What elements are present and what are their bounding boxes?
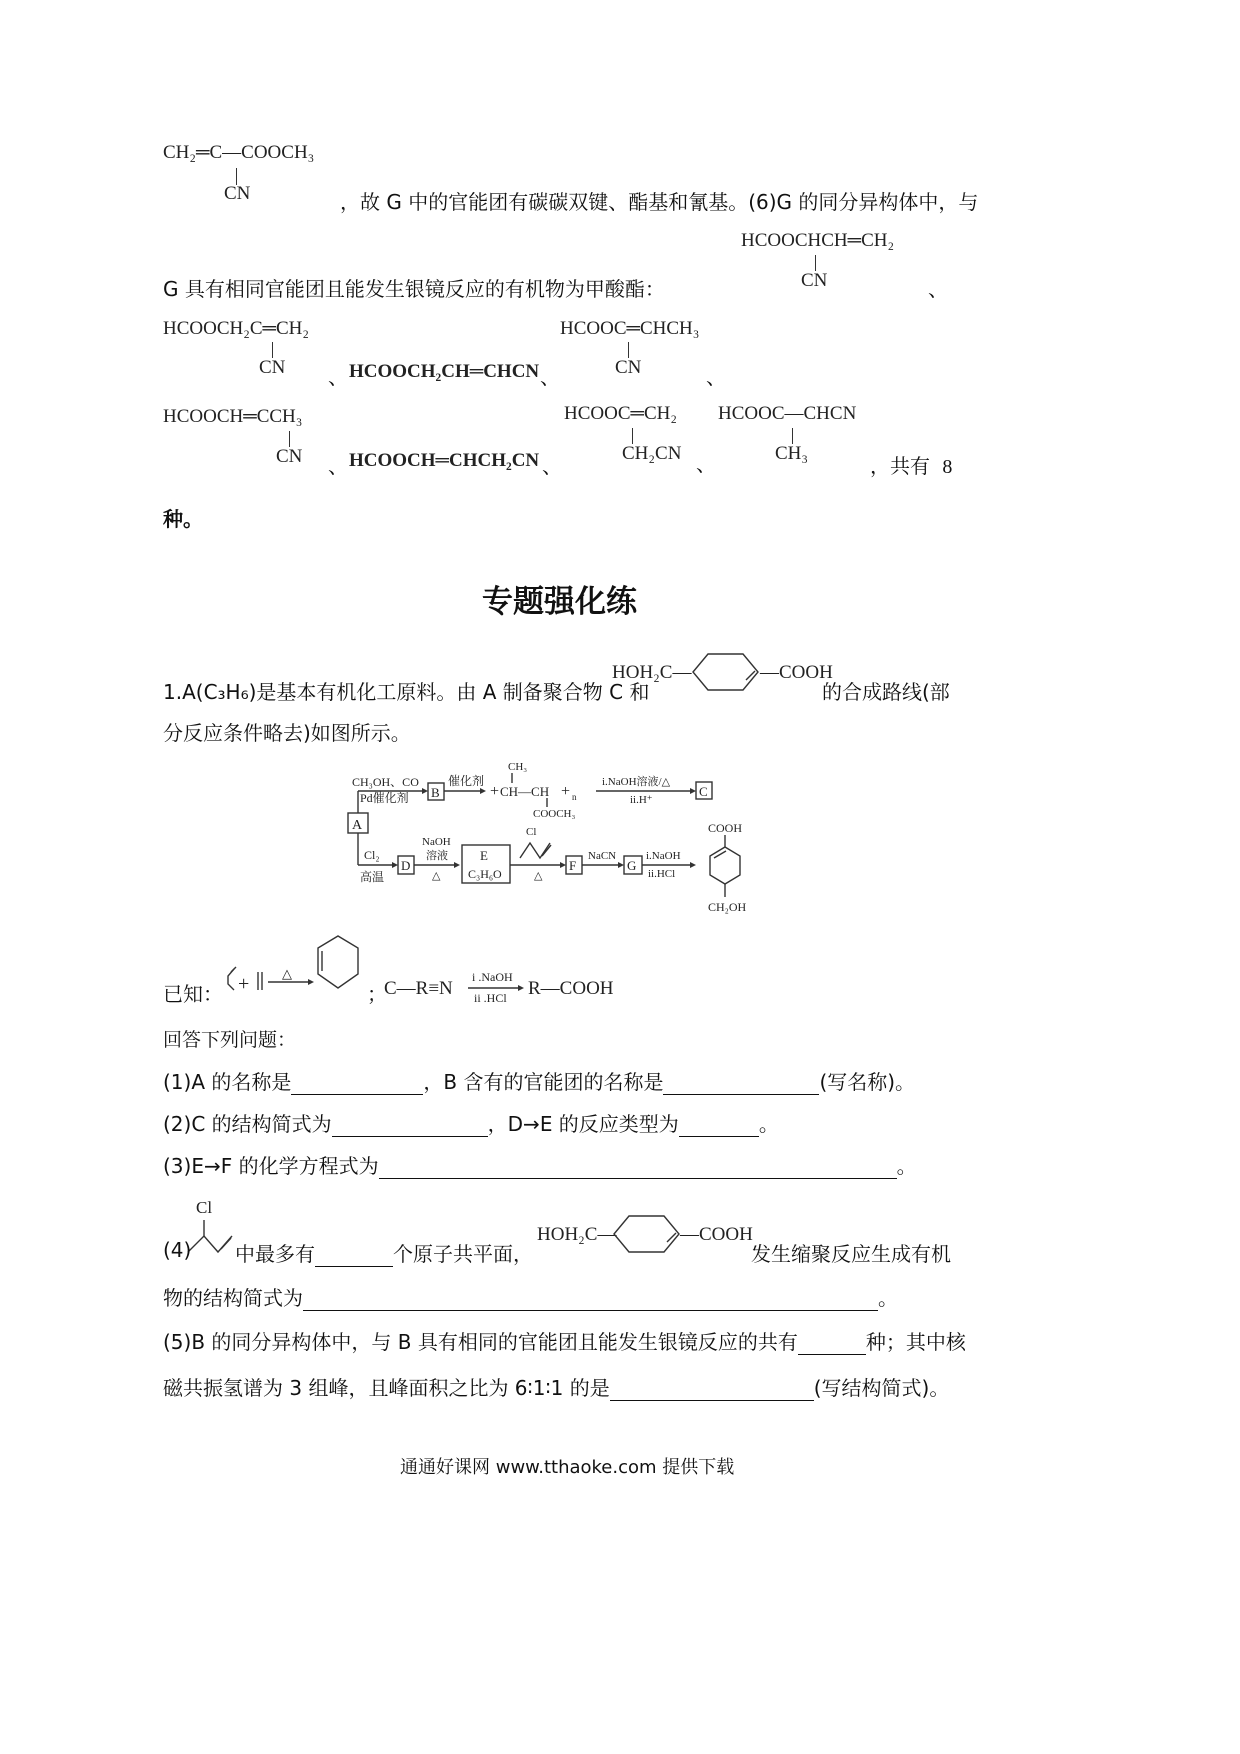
q1-intro-c: 分反应条件略去)如图所示。 (163, 721, 411, 745)
isomer-7-line1: HCOOC═CH₂ (564, 403, 677, 424)
answer-blank[interactable] (610, 1380, 814, 1401)
isomer-2-line2: CN (259, 357, 286, 378)
target-left: HOH₂C— (612, 662, 692, 683)
answer-blank[interactable] (679, 1116, 759, 1137)
svg-text:+: + (238, 973, 250, 995)
separator: 、 (928, 277, 948, 301)
r1-bot: Pd催化剂 (360, 791, 409, 805)
label-e-formula: C₃H₆O (468, 867, 502, 881)
q4-left: HOH₂C— (537, 1224, 617, 1245)
r1-top: CH₃OH、CO (352, 775, 419, 789)
subq-1 (163, 1066, 915, 1095)
label-g: G (627, 858, 637, 873)
label-a: A (352, 818, 363, 833)
prod-top: COOH (708, 821, 743, 835)
isomer-4-line1: HCOOC═CHCH₃ (560, 318, 700, 339)
separator: 、 (328, 454, 348, 478)
q1-intro-b: 的合成路线(部 (822, 680, 950, 704)
q2-a: (2)C 的结构简式为 (163, 1112, 332, 1136)
bond-line (632, 428, 633, 444)
isomer-7-line2: CH₂CN (622, 443, 682, 464)
section-title: 专题强化练 (482, 584, 637, 620)
q4-a: (4) (163, 1238, 192, 1262)
isomer-2-line1: HCOOCH₂C═CH₂ (163, 318, 310, 339)
q5-a: (5)B 的同分异构体中，与 B 具有相同的官能团且能发生银镜反应的共有 (163, 1330, 798, 1354)
isomer-6: HCOOCH═CHCH₂CN (349, 450, 540, 471)
separator: 、 (328, 365, 348, 389)
q4-f: 。 (878, 1286, 898, 1310)
q4-right: —COOH (680, 1224, 753, 1245)
q1-intro-a: 1.A(C₃H₆)是基本有机化工原料。由 A 制备聚合物 C 和 (163, 680, 650, 704)
r5-top: NaOH (422, 836, 451, 848)
poly-ch3: CH₃ (508, 761, 528, 773)
answer-blank[interactable] (379, 1158, 897, 1179)
isomer-5-line1: HCOOCH═CCH₃ (163, 406, 303, 427)
subq-4 (235, 1238, 533, 1267)
cyclohexene-ring-icon (683, 650, 769, 694)
r4-bot: 高温 (360, 870, 385, 884)
g-structure-line2: CN (224, 183, 251, 204)
q5-d: (写结构简式)。 (813, 1376, 950, 1400)
subq-4-cont (163, 1282, 898, 1311)
r2-top: 催化剂 (448, 774, 485, 788)
diels-alder-icon (222, 926, 362, 998)
synthesis-scheme (340, 755, 770, 925)
q5-c: 磁共振氢谱为 3 组峰，且峰面积之比为 6∶1∶1 的是 (163, 1376, 610, 1400)
r3-top: i.NaOH溶液/△ (602, 776, 671, 788)
prod-bot: CH₂OH (708, 900, 747, 914)
known-rxn-left: C—R≡N (384, 978, 453, 999)
q1-c: (写名称)。 (819, 1070, 916, 1094)
r5-bot: △ (432, 870, 441, 882)
known-heat: △ (282, 966, 292, 981)
separator: 、 (542, 454, 562, 478)
poly-chain: CH—CH (500, 784, 550, 799)
q1-b: ，B 含有的官能团的名称是 (423, 1070, 664, 1094)
label-d: D (401, 858, 411, 873)
bond-line (289, 431, 290, 447)
q2-b: ，D→E 的反应类型为 (487, 1112, 679, 1136)
q4-cl: Cl (196, 1198, 213, 1217)
poly-n: n (572, 792, 577, 802)
answer-prompt: 回答下列问题： (163, 1029, 297, 1051)
bond-line (272, 342, 273, 358)
isomer-8-line2: CH₃ (775, 443, 809, 464)
subq-5-cont (163, 1372, 949, 1401)
known-rxn-top: i .NaOH (472, 970, 513, 984)
isomer-1-line1: HCOOCHCH═CH₂ (741, 230, 895, 251)
bond-line (792, 428, 793, 444)
answer-blank[interactable] (332, 1116, 488, 1137)
r6-bot: △ (534, 870, 543, 882)
count-text (870, 450, 952, 479)
q2-c: 。 (758, 1112, 779, 1136)
answer-text: ，故 G 中的官能团有碳碳双键、酯基和氰基。(6)G 的同分异构体中，与 (340, 190, 979, 214)
answer-text: G 具有相同官能团且能发生银镜反应的有机物为甲酸酯： (163, 277, 665, 301)
poly-bracket: + (490, 783, 500, 800)
footer-text: 通通好课网 www.tthaoke.com 提供下载 (400, 1457, 735, 1478)
answer-blank[interactable] (798, 1334, 866, 1355)
poly-ester: COOCH₃ (533, 808, 576, 820)
known-label: 已知： (163, 982, 223, 1006)
bond-line (628, 342, 629, 358)
known-rxn-arrow (466, 968, 526, 1008)
cyclohexene-ring-icon (604, 1212, 690, 1256)
answer-blank[interactable] (303, 1290, 878, 1311)
known-rxn-right: R—COOH (528, 978, 614, 999)
svg-text:+: + (561, 783, 571, 800)
bond-line (815, 255, 816, 271)
q4-c: 个原子共平面， (393, 1242, 533, 1266)
q1-a: (1)A 的名称是 (163, 1070, 292, 1094)
r8-bot: ii.HCl (648, 868, 676, 880)
q3-a: (3)E→F 的化学方程式为 (163, 1154, 379, 1178)
isomer-1-line2: CN (801, 270, 828, 291)
count-suffix: 种。 (163, 507, 203, 531)
q3-c: 。 (896, 1154, 917, 1178)
q4-b: 中最多有 (235, 1242, 315, 1266)
known-sep: ； (367, 982, 387, 1006)
q4-d: 发生缩聚反应生成有机 (751, 1242, 951, 1266)
r8-top: i.NaOH (646, 850, 681, 862)
q5-b: 种；其中核 (865, 1330, 966, 1354)
label-e: E (480, 848, 488, 863)
label-f: F (569, 858, 577, 873)
isomer-8-line1: HCOOC—CHCN (718, 403, 857, 424)
subq-2 (163, 1108, 779, 1137)
subq-3 (163, 1150, 917, 1179)
r7-top: NaCN (588, 850, 617, 862)
answer-blank[interactable] (663, 1074, 819, 1095)
chloroprene-icon (184, 1216, 234, 1258)
isomer-4-line2: CN (615, 357, 642, 378)
answer-blank[interactable] (291, 1074, 423, 1095)
count-prefix: ，共有 (870, 454, 930, 478)
label-c: C (699, 784, 708, 799)
r3-bot: ii.H⁺ (630, 794, 653, 806)
g-structure-line1: CH₂═C—COOCH₃ (163, 142, 315, 163)
diene-cl: Cl (526, 826, 537, 838)
separator: 、 (540, 365, 560, 389)
answer-blank[interactable] (315, 1246, 393, 1267)
r4-top: Cl₂ (364, 848, 380, 862)
subq-5 (163, 1326, 966, 1355)
count-value: 8 (942, 456, 953, 478)
known-rxn-bot: ii .HCl (474, 991, 507, 1005)
isomer-3: HCOOCH₂CH═CHCN (349, 361, 540, 382)
label-b: B (431, 785, 440, 800)
separator: 、 (706, 365, 726, 389)
target-right: —COOH (760, 662, 833, 683)
separator: 、 (696, 452, 716, 476)
isomer-5-line2: CN (276, 446, 303, 467)
q4-e: 物的结构简式为 (163, 1286, 303, 1310)
r5-mid: 溶液 (426, 850, 448, 862)
